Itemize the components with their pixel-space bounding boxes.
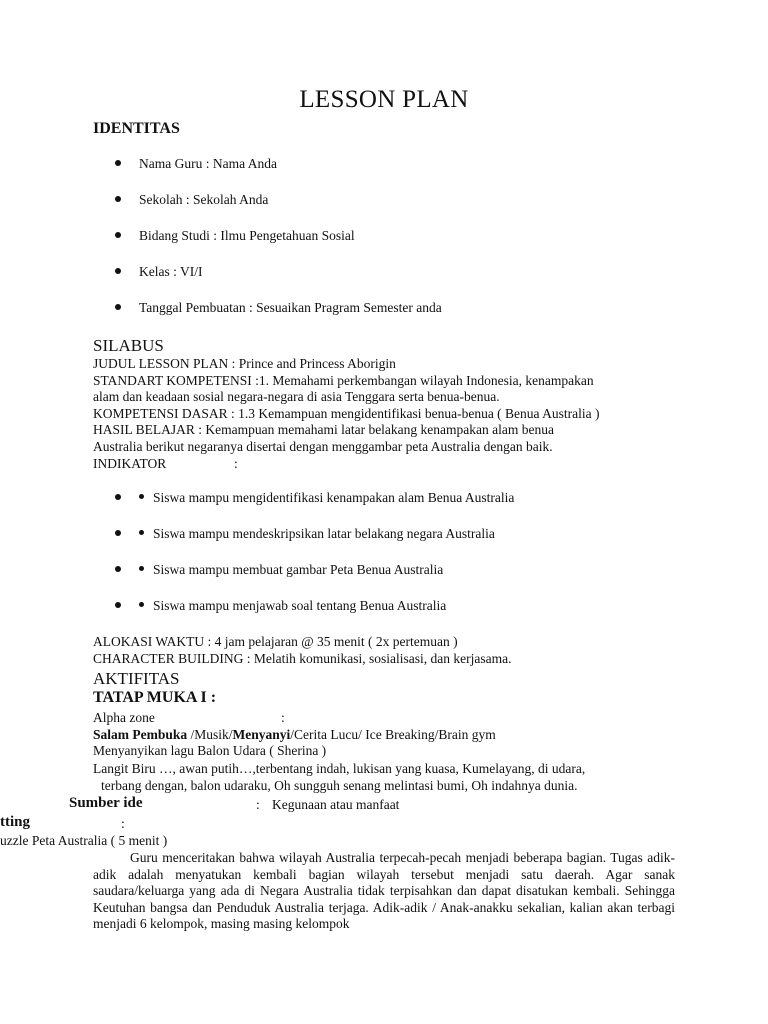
alokasi-line: ALOKASI WAKTU : 4 jam pelajaran @ 35 menit ( 2x pertemuan ) [93, 634, 458, 649]
list-item: Siswa mampu membuat gambar Peta Benua Australia [115, 562, 443, 578]
sumber-ide-label: Sumber ide [69, 795, 143, 811]
bullet-icon [115, 602, 121, 608]
menyanyikan-line: Menyanyikan lagu Balon Udara ( Sherina ) [93, 743, 327, 758]
list-item: Siswa mampu menjawab soal tentang Benua Australia [115, 598, 446, 614]
bullet-icon [115, 494, 121, 500]
standart-line-1: STANDART KOMPETENSI :1. Memahami perkembangan wilayah Indonesia, kenampakan [93, 373, 594, 388]
lyrics-line-2: terbang dengan, balon udaraku, Oh sungguh senang melintasi bumi, Oh indahnya dunia. [101, 778, 578, 793]
bullet-icon [139, 566, 144, 571]
bullet-icon [139, 530, 144, 535]
sumber-ide-value: Kegunaan atau manfaat [272, 797, 400, 812]
list-item: Tanggal Pembuatan : Sesuaikan Pragram Semester anda [115, 300, 442, 316]
bullet-icon [115, 268, 121, 274]
hasil-line-2: Australia berikut negaranya disertai dengan menggambar peta Australia dengan baik. [93, 439, 553, 454]
bullet-icon [139, 602, 144, 607]
kompetensi-line: KOMPETENSI DASAR : 1.3 Kemampuan mengidentifikasi benua-benua ( Benua Australia ) [93, 406, 600, 421]
bullet-icon [139, 494, 144, 499]
indikator-label: INDIKATOR [93, 456, 167, 471]
list-item: Bidang Studi : Ilmu Pengetahuan Sosial [115, 228, 355, 244]
bullet-icon [115, 160, 121, 166]
sumber-ide-colon: : [256, 797, 260, 812]
indikator-colon: : [234, 456, 238, 471]
setting-colon: : [121, 816, 125, 831]
judul-line: JUDUL LESSON PLAN : Prince and Princess Aborigin [93, 356, 396, 371]
lyrics-line-1: Langit Biru …, awan putih…,terbentang indah, lukisan yang kuasa, Kumelayang, di udara, [93, 761, 586, 776]
bullet-icon [115, 304, 121, 310]
tatap-muka-heading: TATAP MUKA I : [93, 689, 217, 706]
silabus-heading: SILABUS [93, 336, 164, 355]
puzzle-line: uzzle Peta Australia ( 5 menit ) [0, 833, 168, 848]
setting-label: tting [0, 814, 30, 830]
page-title: LESSON PLAN [299, 86, 469, 113]
list-item: Siswa mampu mendeskripsikan latar belakang negara Australia [115, 526, 495, 542]
list-item: Nama Guru : Nama Anda [115, 156, 277, 172]
alpha-zone-label: Alpha zone [93, 710, 155, 725]
salam-line: Salam Pembuka /Musik/Menyanyi/Cerita Lucu/ Ice Breaking/Brain gym [93, 727, 496, 742]
alpha-zone-colon: : [281, 710, 285, 725]
identitas-heading: IDENTITAS [93, 120, 180, 137]
list-item: Sekolah : Sekolah Anda [115, 192, 268, 208]
bullet-icon [115, 196, 121, 202]
character-line: CHARACTER BUILDING : Melatih komunikasi, sosialisasi, dan kerjasama. [93, 651, 512, 666]
standart-line-2: alam dan keadaan sosial negara-negara di asia Tenggara serta benua-benua. [93, 389, 500, 404]
aktifitas-heading: AKTIFITAS [93, 669, 180, 688]
bullet-icon [115, 232, 121, 238]
list-item: Siswa mampu mengidentifikasi kenampakan alam Benua Australia [115, 490, 514, 506]
hasil-line-1: HASIL BELAJAR : Kemampuan memahami latar belakang kenampakan alam benua [93, 422, 554, 437]
bullet-icon [115, 566, 121, 572]
bullet-icon [115, 530, 121, 536]
activity-paragraph: Guru menceritakan bahwa wilayah Australia terpecah-pecah menjadi beberapa bagian. Tugas adik-adik adalah menyatukan kembali bagian wilayah tersebut menjadi satu daerah. Agar sanak saudara/keluarga yang ada di Negara Australia tidak terpisahkan dan dapat disatukan kembali. Sehingga Keutuhan bangsa dan Penduduk Australia terjaga. Adik-adik / Anak-anakku sekalian, kalian akan terbagi menjadi 6 kelompok, masing masing kelompok [93, 850, 675, 932]
list-item: Kelas : VI/I [115, 264, 203, 280]
